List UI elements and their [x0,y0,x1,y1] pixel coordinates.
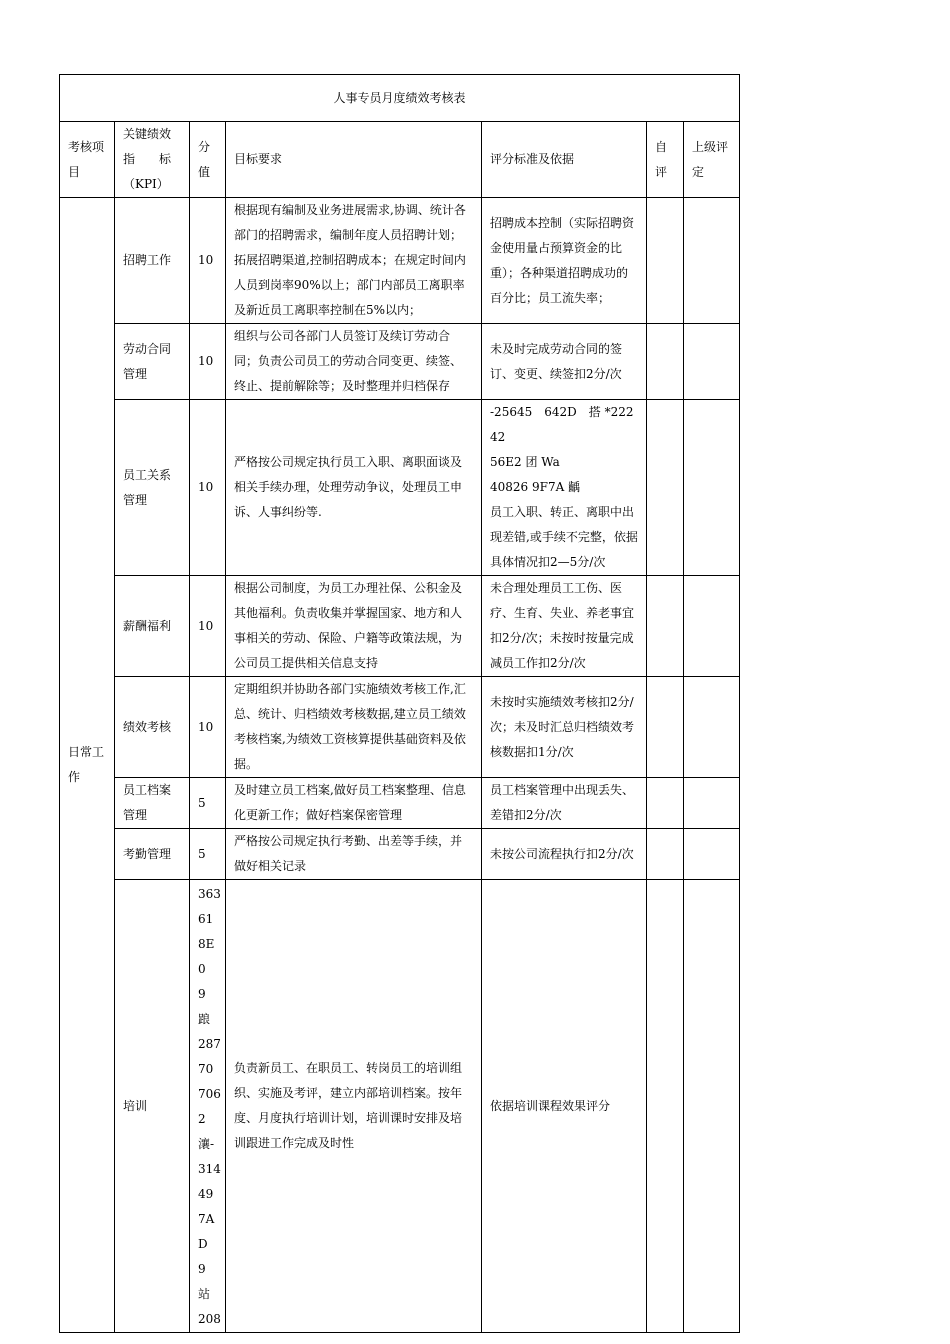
header-item: 考核项 目 [60,122,115,198]
category-cell: 日常工 作 [60,198,115,1333]
table-row [60,198,740,324]
kpi-cell: 考勤管理 [115,829,190,880]
criteria-cell: 未及时完成劳动合同的签订、变更、续签扣2分/次 [482,324,647,400]
kpi-cell: 薪酬福利 [115,576,190,677]
target-cell: 定期组织并协助各部门实施绩效考核工作,汇总、统计、归档绩效考核数据,建立员工绩效考核档案,为绩效工资核算提供基础资料及依据。 [226,677,482,778]
target-cell: 及时建立员工档案,做好员工档案整理、信息化更新工作；做好档案保密管理 [226,778,482,829]
superior-eval-cell [684,324,740,400]
self-eval-cell [647,400,684,576]
target-cell: 负责新员工、在职员工、转岗员工的培训组织、实施及考评，建立内部培训档案。按年度、月度执行培训计划，培训课时安排及培训跟进工作完成及时性 [226,880,482,1333]
superior-eval-cell [684,576,740,677]
target-cell: 严格按公司规定执行考勤、出差等手续，并做好相关记录 [226,829,482,880]
table-title: 人事专员月度绩效考核表 [60,75,740,122]
header-kpi: 关键绩效 指 标 （KPI） [115,122,190,198]
criteria-cell: 未按时实施绩效考核扣2分/次；未及时汇总归档绩效考核数据扣1分/次 [482,677,647,778]
header-superior-eval: 上级评 定 [684,122,740,198]
table-row [60,324,740,400]
header-criteria: 评分标准及依据 [482,122,647,198]
superior-eval-cell [684,880,740,1333]
table-row [60,576,740,677]
header-self-eval: 自 评 [647,122,684,198]
title-row [60,75,740,122]
self-eval-cell [647,576,684,677]
table-row [60,400,740,576]
score-cell: 5 [190,778,226,829]
table-row [60,829,740,880]
kpi-cell: 员工关系 管理 [115,400,190,576]
target-cell: 根据现有编制及业务进展需求,协调、统计各部门的招聘需求，编制年度人员招聘计划；拓展招聘渠道,控制招聘成本；在规定时间内人员到岗率90%以上；部门内部员工离职率及新近员工离职率控制在5%以内； [226,198,482,324]
table-row [60,677,740,778]
kpi-cell: 培训 [115,880,190,1333]
target-cell: 组织与公司各部门人员签订及续订劳动合同；负责公司员工的劳动合同变更、续签、终止、提前解除等；及时整理并归档保存 [226,324,482,400]
superior-eval-cell [684,677,740,778]
criteria-cell: 未合理处理员工工伤、医疗、生育、失业、养老事宜扣2分/次；未按时按量完成减员工作扣2分/次 [482,576,647,677]
score-cell: 10 [190,400,226,576]
kpi-cell: 招聘工作 [115,198,190,324]
header-row [60,122,740,198]
table-row [60,778,740,829]
target-cell: 根据公司制度，为员工办理社保、公积金及其他福利。负责收集并掌握国家、地方和人事相关的劳动、保险、户籍等政策法规，为公司员工提供相关信息支持 [226,576,482,677]
self-eval-cell [647,778,684,829]
criteria-cell: 招聘成本控制（实际招聘资金使用量占预算资金的比重）；各种渠道招聘成功的百分比；员工流失率； [482,198,647,324]
score-cell: 10 [190,324,226,400]
kpi-cell: 绩效考核 [115,677,190,778]
header-target: 目标要求 [226,122,482,198]
superior-eval-cell [684,829,740,880]
table-row [60,880,740,1333]
score-cell: 10 [190,576,226,677]
self-eval-cell [647,677,684,778]
score-cell: 363 61 8E0 9 踉 287 70 706 2 瀼- 314 49 7AD 9 站 208 [190,880,226,1333]
superior-eval-cell [684,400,740,576]
score-cell: 10 [190,677,226,778]
header-score: 分 值 [190,122,226,198]
self-eval-cell [647,880,684,1333]
criteria-cell: 依据培训课程效果评分 [482,880,647,1333]
criteria-cell: -25645 642D 搭 *22242 56E2 团 Wa 40826 9F7A 齲 员工入职、转正、离职中出现差错,或手续不完整，依据具体情况扣2—5分/次 [482,400,647,576]
criteria-cell: 员工档案管理中出现丢失、差错扣2分/次 [482,778,647,829]
criteria-cell: 未按公司流程执行扣2分/次 [482,829,647,880]
kpi-cell: 劳动合同 管理 [115,324,190,400]
score-cell: 10 [190,198,226,324]
self-eval-cell [647,829,684,880]
target-cell: 严格按公司规定执行员工入职、离职面谈及相关手续办理，处理劳动争议，处理员工申诉、人事纠纷等. [226,400,482,576]
self-eval-cell [647,198,684,324]
kpi-cell: 员工档案 管理 [115,778,190,829]
superior-eval-cell [684,198,740,324]
self-eval-cell [647,324,684,400]
score-cell: 5 [190,829,226,880]
superior-eval-cell [684,778,740,829]
kpi-assessment-table [59,74,740,1333]
